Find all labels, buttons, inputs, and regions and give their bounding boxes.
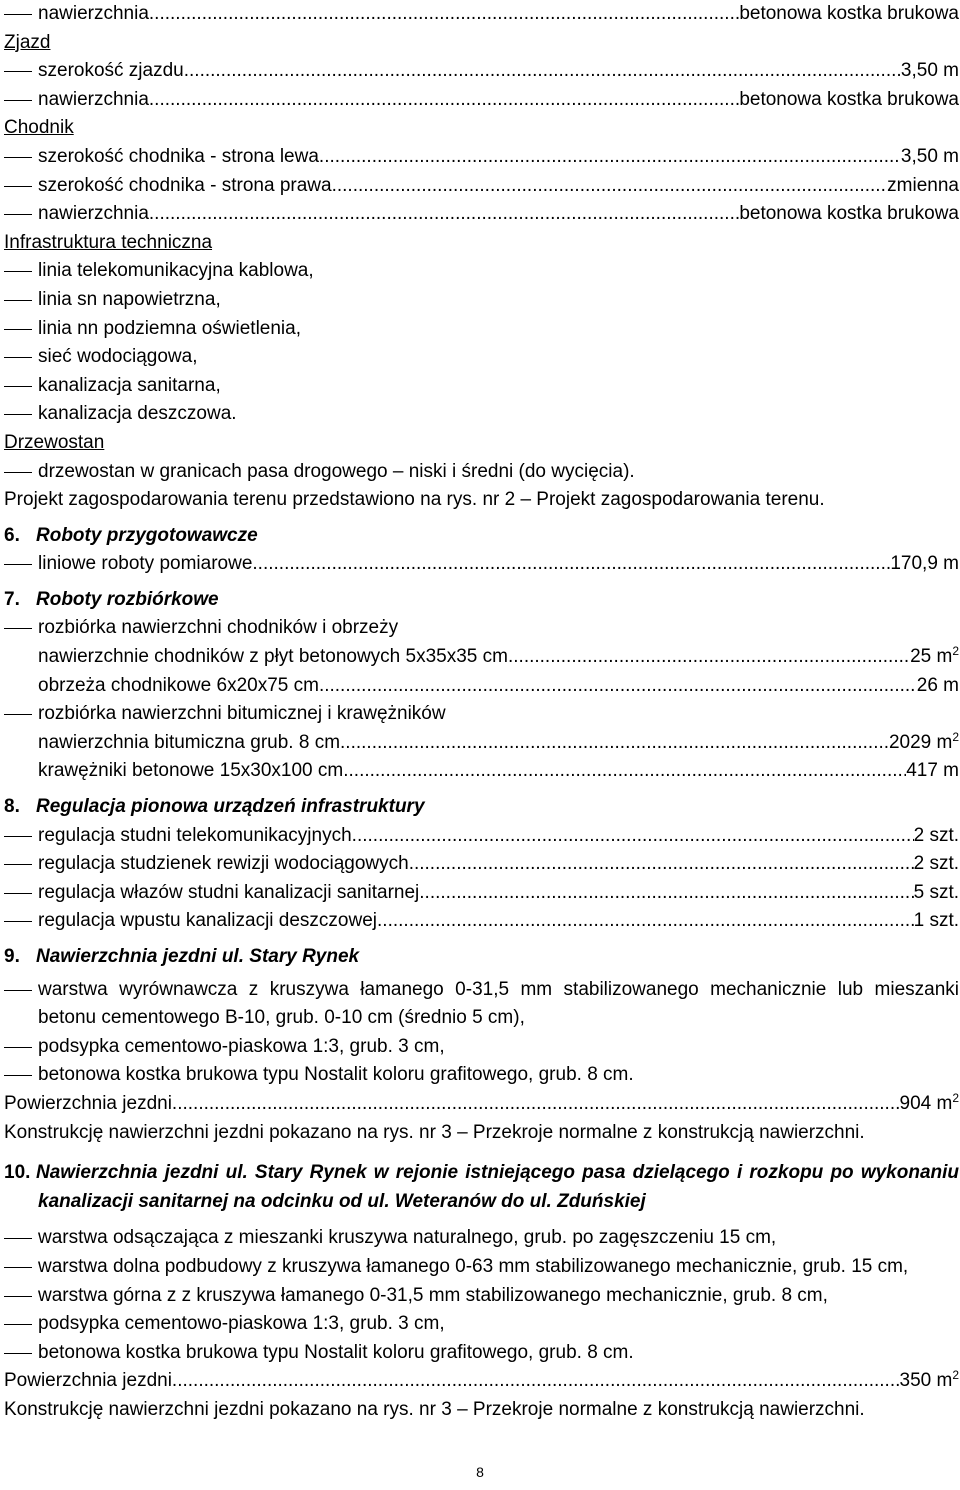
item-text: sieć wodociągowa, — [38, 346, 198, 368]
list-item — [4, 1033, 959, 1062]
unit-exponent: 2 — [952, 1368, 959, 1383]
item-text: linia nn podziemna oświetlenia, — [38, 317, 301, 339]
dash-bullet — [4, 472, 32, 473]
list-item — [4, 57, 959, 86]
leader-dots — [149, 200, 739, 229]
leader-dots — [184, 57, 901, 86]
item-label: szerokość zjazdu — [38, 60, 184, 82]
leader-dots — [332, 172, 888, 201]
item-label: regulacja studni telekomunikacyjnych — [38, 824, 352, 846]
item-value: betonowa kostka brukowa — [739, 88, 959, 110]
item-value: zmienna — [887, 174, 959, 196]
item-text: betonowa kostka brukowa typu Nostalit koloru grafitowego, grub. 8 cm. — [38, 1064, 634, 1086]
leader-dots — [149, 0, 739, 29]
item-label: szerokość chodnika - strona prawa — [38, 174, 332, 196]
section-title: Regulacja pionowa urządzeń infrastruktury — [36, 796, 425, 818]
section-heading-6 — [4, 522, 959, 551]
item-text: kanalizacja sanitarna, — [38, 374, 221, 396]
item-value — [900, 1090, 960, 1119]
item-value: 26 m — [916, 674, 959, 696]
item-value — [900, 1367, 960, 1396]
dash-bullet — [4, 186, 32, 187]
unit-exponent: 2 — [952, 729, 959, 744]
section-title: Nawierzchnia jezdni ul. Stary Rynek w rejonie istniejącego pasa dzielącego i rozkopu po wykonaniu kanalizacji sanitarnej na odcinku od ul. Weteranów do ul. Zduńskiej — [36, 1162, 959, 1212]
item-value: 2 szt. — [913, 853, 959, 875]
item-text: podsypka cementowo-piaskowa 1:3, grub. 3 cm, — [38, 1313, 445, 1335]
unit-exponent: 2 — [952, 1090, 959, 1105]
item-label: nawierzchnia — [38, 3, 149, 24]
item-text: warstwa wyrównawcza z kruszywa łamanego 0-31,5 mm stabilizowanego mechanicznie lub mieszanki betonu cementowego B-10, grub. 0-10 cm (średnio 5 cm), — [38, 978, 959, 1029]
dash-bullet — [4, 564, 32, 565]
item-text: linia telekomunikacyjna kablowa, — [38, 260, 314, 282]
item-label: nawierzchnie chodników z płyt betonowych 5x35x35 cm — [38, 646, 508, 668]
dash-bullet — [4, 1075, 32, 1076]
item-value: 5 szt. — [913, 881, 959, 903]
dash-bullet — [4, 714, 32, 715]
leader-dots — [508, 643, 910, 672]
leader-dots — [172, 1367, 900, 1396]
list-item — [4, 976, 959, 1033]
item-text: kanalizacja deszczowa. — [38, 403, 237, 425]
dash-bullet — [4, 628, 32, 629]
dash-bullet — [4, 836, 32, 837]
item-text: podsypka cementowo-piaskowa 1:3, grub. 3 cm, — [38, 1035, 445, 1057]
dash-bullet — [4, 14, 32, 15]
leader-dots — [409, 850, 914, 879]
dash-bullet — [4, 214, 32, 215]
item-label: szerokość chodnika - strona lewa — [38, 145, 319, 167]
area-row — [4, 1090, 959, 1119]
list-item — [4, 1061, 959, 1090]
item-label: krawężniki betonowe 15x30x100 cm — [38, 760, 344, 782]
list-item — [4, 315, 959, 344]
item-text: betonowa kostka brukowa typu Nostalit koloru grafitowego, grub. 8 cm. — [38, 1341, 634, 1363]
list-item — [4, 257, 959, 286]
sub-item — [4, 757, 959, 786]
paragraph-note: Konstrukcję nawierzchni jezdni pokazano na rys. nr 3 – Przekroje normalne z konstrukcją nawierzchni. — [4, 1121, 865, 1143]
dash-bullet — [4, 1324, 32, 1325]
area-row — [4, 1367, 959, 1396]
leader-dots — [252, 550, 890, 579]
section-title: Roboty przygotowawcze — [36, 524, 258, 546]
dash-bullet — [4, 864, 32, 865]
leader-dots — [377, 907, 914, 936]
value-text: 350 m — [899, 1370, 953, 1392]
list-item — [4, 172, 959, 201]
list-item — [4, 550, 959, 579]
item-label: obrzeża chodnikowe 6x20x75 cm — [38, 674, 319, 696]
leader-dots — [343, 757, 906, 786]
item-value: betonowa kostka brukowa — [739, 203, 959, 225]
sub-item — [4, 643, 959, 672]
leader-dots — [319, 672, 917, 701]
list-item — [4, 907, 959, 936]
value-text: 2029 m — [888, 731, 953, 753]
list-item — [4, 850, 959, 879]
list-item — [4, 143, 959, 172]
list-item — [4, 286, 959, 315]
dash-bullet — [4, 386, 32, 387]
list-item — [4, 1339, 959, 1368]
section-heading-9 — [4, 943, 959, 972]
dash-bullet — [4, 1267, 32, 1268]
paragraph-note: Projekt zagospodarowania terenu przedstawiono na rys. nr 2 – Projekt zagospodarowania terenu. — [4, 489, 825, 511]
list-item — [4, 86, 959, 115]
item-value: 417 m — [906, 760, 959, 782]
subheading-infrastruktura: Infrastruktura techniczna — [4, 231, 213, 253]
item-label: regulacja wpustu kanalizacji deszczowej — [38, 910, 378, 932]
item-label: Powierzchnia jezdni — [4, 1370, 172, 1392]
item-value: 3,50 m — [900, 145, 959, 167]
dash-bullet — [4, 1296, 32, 1297]
item-label: liniowe roboty pomiarowe — [38, 553, 253, 575]
item-value — [889, 729, 959, 758]
list-item — [4, 458, 959, 487]
list-item — [4, 0, 959, 29]
item-value: 2 szt. — [913, 824, 959, 846]
item-label: nawierzchnia — [38, 88, 149, 110]
dash-bullet — [4, 300, 32, 301]
dash-bullet — [4, 1238, 32, 1239]
document-page — [4, 0, 959, 1425]
section-title: Nawierzchnia jezdni ul. Stary Rynek — [36, 946, 360, 967]
item-text: warstwa dolna podbudowy z kruszywa łamanego 0-63 mm stabilizowanego mechanicznie, grub. 15 cm, — [38, 1255, 909, 1277]
value-text: 904 m — [899, 1092, 953, 1114]
list-item — [4, 822, 959, 851]
dash-bullet — [4, 100, 32, 101]
leader-dots — [172, 1090, 900, 1119]
item-value: 1 szt. — [913, 910, 959, 932]
item-value: 170,9 m — [890, 553, 959, 575]
dash-bullet — [4, 990, 32, 991]
leader-dots — [419, 879, 913, 908]
list-item — [4, 700, 959, 729]
dash-bullet — [4, 329, 32, 330]
section-heading-8 — [4, 793, 959, 822]
section-number: 8. — [4, 796, 20, 818]
item-label: Powierzchnia jezdni — [4, 1092, 172, 1114]
unit-exponent: 2 — [952, 644, 959, 659]
dash-bullet — [4, 357, 32, 358]
value-text: 25 m — [910, 646, 953, 668]
item-text: rozbiórka nawierzchni chodników i obrzeży — [38, 617, 399, 639]
item-text: drzewostan w granicach pasa drogowego – niski i średni (do wycięcia). — [38, 460, 635, 482]
paragraph-note: Konstrukcję nawierzchni jezdni pokazano na rys. nr 3 – Przekroje normalne z konstrukcją nawierzchni. — [4, 1398, 865, 1420]
sub-item — [4, 729, 959, 758]
item-text: warstwa odsączająca z mieszanki kruszywa naturalnego, grub. po zagęszczeniu 15 cm, — [38, 1227, 777, 1249]
item-label: nawierzchnia bitumiczna grub. 8 cm — [38, 731, 341, 753]
leader-dots — [319, 143, 901, 172]
dash-bullet — [4, 414, 32, 415]
dash-bullet — [4, 1353, 32, 1354]
subheading-zjazd: Zjazd — [4, 31, 51, 53]
list-item — [4, 200, 959, 229]
section-number: 10. — [4, 1162, 31, 1184]
list-item — [4, 879, 959, 908]
item-label: regulacja włazów studni kanalizacji sanitarnej — [38, 881, 420, 903]
section-title: Roboty rozbiórkowe — [36, 588, 219, 610]
item-text: rozbiórka nawierzchni bitumicznej i krawężników — [38, 703, 446, 725]
list-item — [4, 1282, 959, 1311]
item-text: linia sn napowietrzna, — [38, 288, 221, 310]
item-value — [910, 643, 959, 672]
dash-bullet — [4, 893, 32, 894]
leader-dots — [149, 86, 739, 115]
list-item — [4, 1224, 959, 1253]
dash-bullet — [4, 271, 32, 272]
item-value: 3,50 m — [900, 60, 959, 82]
item-value: betonowa kostka brukowa — [739, 3, 959, 24]
subheading-chodnik: Chodnik — [4, 117, 74, 139]
list-item — [4, 614, 959, 643]
dash-bullet — [4, 157, 32, 158]
section-heading-7 — [4, 586, 959, 615]
leader-dots — [340, 729, 889, 758]
dash-bullet — [4, 921, 32, 922]
section-number: 7. — [4, 588, 20, 610]
sub-item — [4, 672, 959, 701]
list-item — [4, 400, 959, 429]
item-label: regulacja studzienek rewizji wodociągowych — [38, 853, 409, 875]
section-number: 9. — [4, 946, 20, 967]
list-item — [4, 372, 959, 401]
subheading-drzewostan: Drzewostan — [4, 431, 105, 453]
dash-bullet — [4, 71, 32, 72]
dash-bullet — [4, 1047, 32, 1048]
list-item — [4, 1310, 959, 1339]
list-item — [4, 343, 959, 372]
page-number: 8 — [476, 1464, 484, 1480]
list-item — [4, 1253, 959, 1282]
leader-dots — [352, 822, 914, 851]
item-text: warstwa górna z z kruszywa łamanego 0-31,5 mm stabilizowanego mechanicznie, grub. 8 cm, — [38, 1284, 828, 1306]
section-heading-10 — [4, 1159, 959, 1216]
section-number: 6. — [4, 524, 20, 546]
item-label: nawierzchnia — [38, 203, 149, 225]
